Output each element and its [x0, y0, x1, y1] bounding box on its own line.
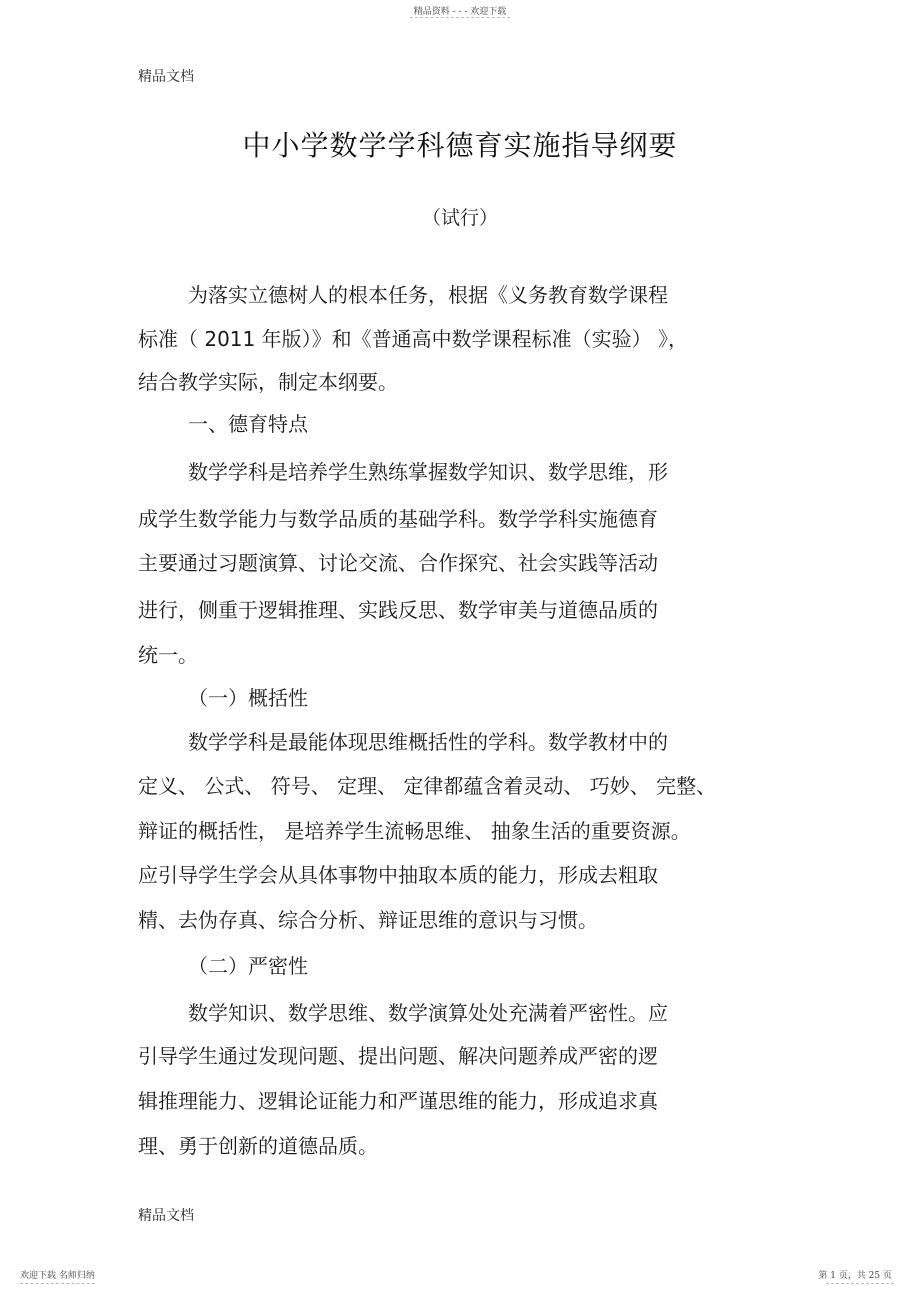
- document-subtitle: （试行）: [421, 207, 498, 229]
- watermark-bottom: 精品文档: [138, 1208, 194, 1224]
- intro-line-3: 结合教学实际，制定本纲要。: [138, 370, 398, 394]
- section1-line-3: 主要通过习题演算、讨论交流、合作探究、社会实践等活动: [138, 551, 658, 575]
- sub1-line-1: 数学学科是最能体现思维概括性的学科。数学教材中的: [188, 730, 668, 754]
- subsection-heading-1: （一）概括性: [188, 686, 308, 710]
- sub2-line-2: 引导学生通过发现问题、提出问题、解决问题养成严密的逻: [138, 1044, 658, 1068]
- intro-line-1: 为落实立德树人的根本任务，根据《义务教育数学课程: [188, 283, 668, 307]
- footer-left-divider: [20, 1283, 95, 1284]
- sub1-line-4: 应引导学生学会从具体事物中抽取本质的能力，形成去粗取: [138, 863, 658, 887]
- sub2-line-3: 辑推理能力、逻辑论证能力和严谨思维的能力，形成追求真: [138, 1089, 658, 1113]
- top-banner-divider: [410, 17, 510, 18]
- sub1-line-2: 定义、 公式、 符号、 定理、 定律都蕴含着灵动、 巧妙、 完整、: [138, 774, 717, 798]
- footer-page-number: 第 1 页，共 25 页: [818, 1271, 892, 1281]
- footer-left: 欢迎下载 名师归纳: [20, 1271, 95, 1281]
- document-title: 中小学数学学科德育实施指导纲要: [242, 129, 678, 162]
- intro-line-2: 标准（ 2011 年版）》和《普通高中数学课程标准（实验） 》，: [138, 327, 688, 351]
- sub1-line-3: 辩证的概括性， 是培养学生流畅思维、 抽象生活的重要资源。: [138, 819, 691, 843]
- section1-line-4: 进行，侧重于逻辑推理、实践反思、数学审美与道德品质的: [138, 598, 658, 622]
- sub2-line-1: 数学知识、数学思维、数学演算处处充满着严密性。应: [188, 1001, 668, 1025]
- footer-right-divider: [826, 1283, 894, 1284]
- section1-line-5: 统一。: [138, 643, 198, 667]
- watermark-top: 精品文档: [138, 69, 194, 85]
- section-heading-1: 一、德育特点: [188, 412, 308, 436]
- top-banner: 精品资料 - - - 欢迎下载: [413, 7, 507, 17]
- section1-line-2: 成学生数学能力与数学品质的基础学科。数学学科实施德育: [138, 507, 658, 531]
- subsection-heading-2: （二）严密性: [188, 954, 308, 978]
- section1-line-1: 数学学科是培养学生熟练掌握数学知识、数学思维，形: [188, 460, 668, 484]
- sub2-line-4: 理、勇于创新的道德品质。: [138, 1134, 378, 1158]
- sub1-line-5: 精、去伪存真、综合分析、辩证思维的意识与习惯。: [138, 908, 598, 932]
